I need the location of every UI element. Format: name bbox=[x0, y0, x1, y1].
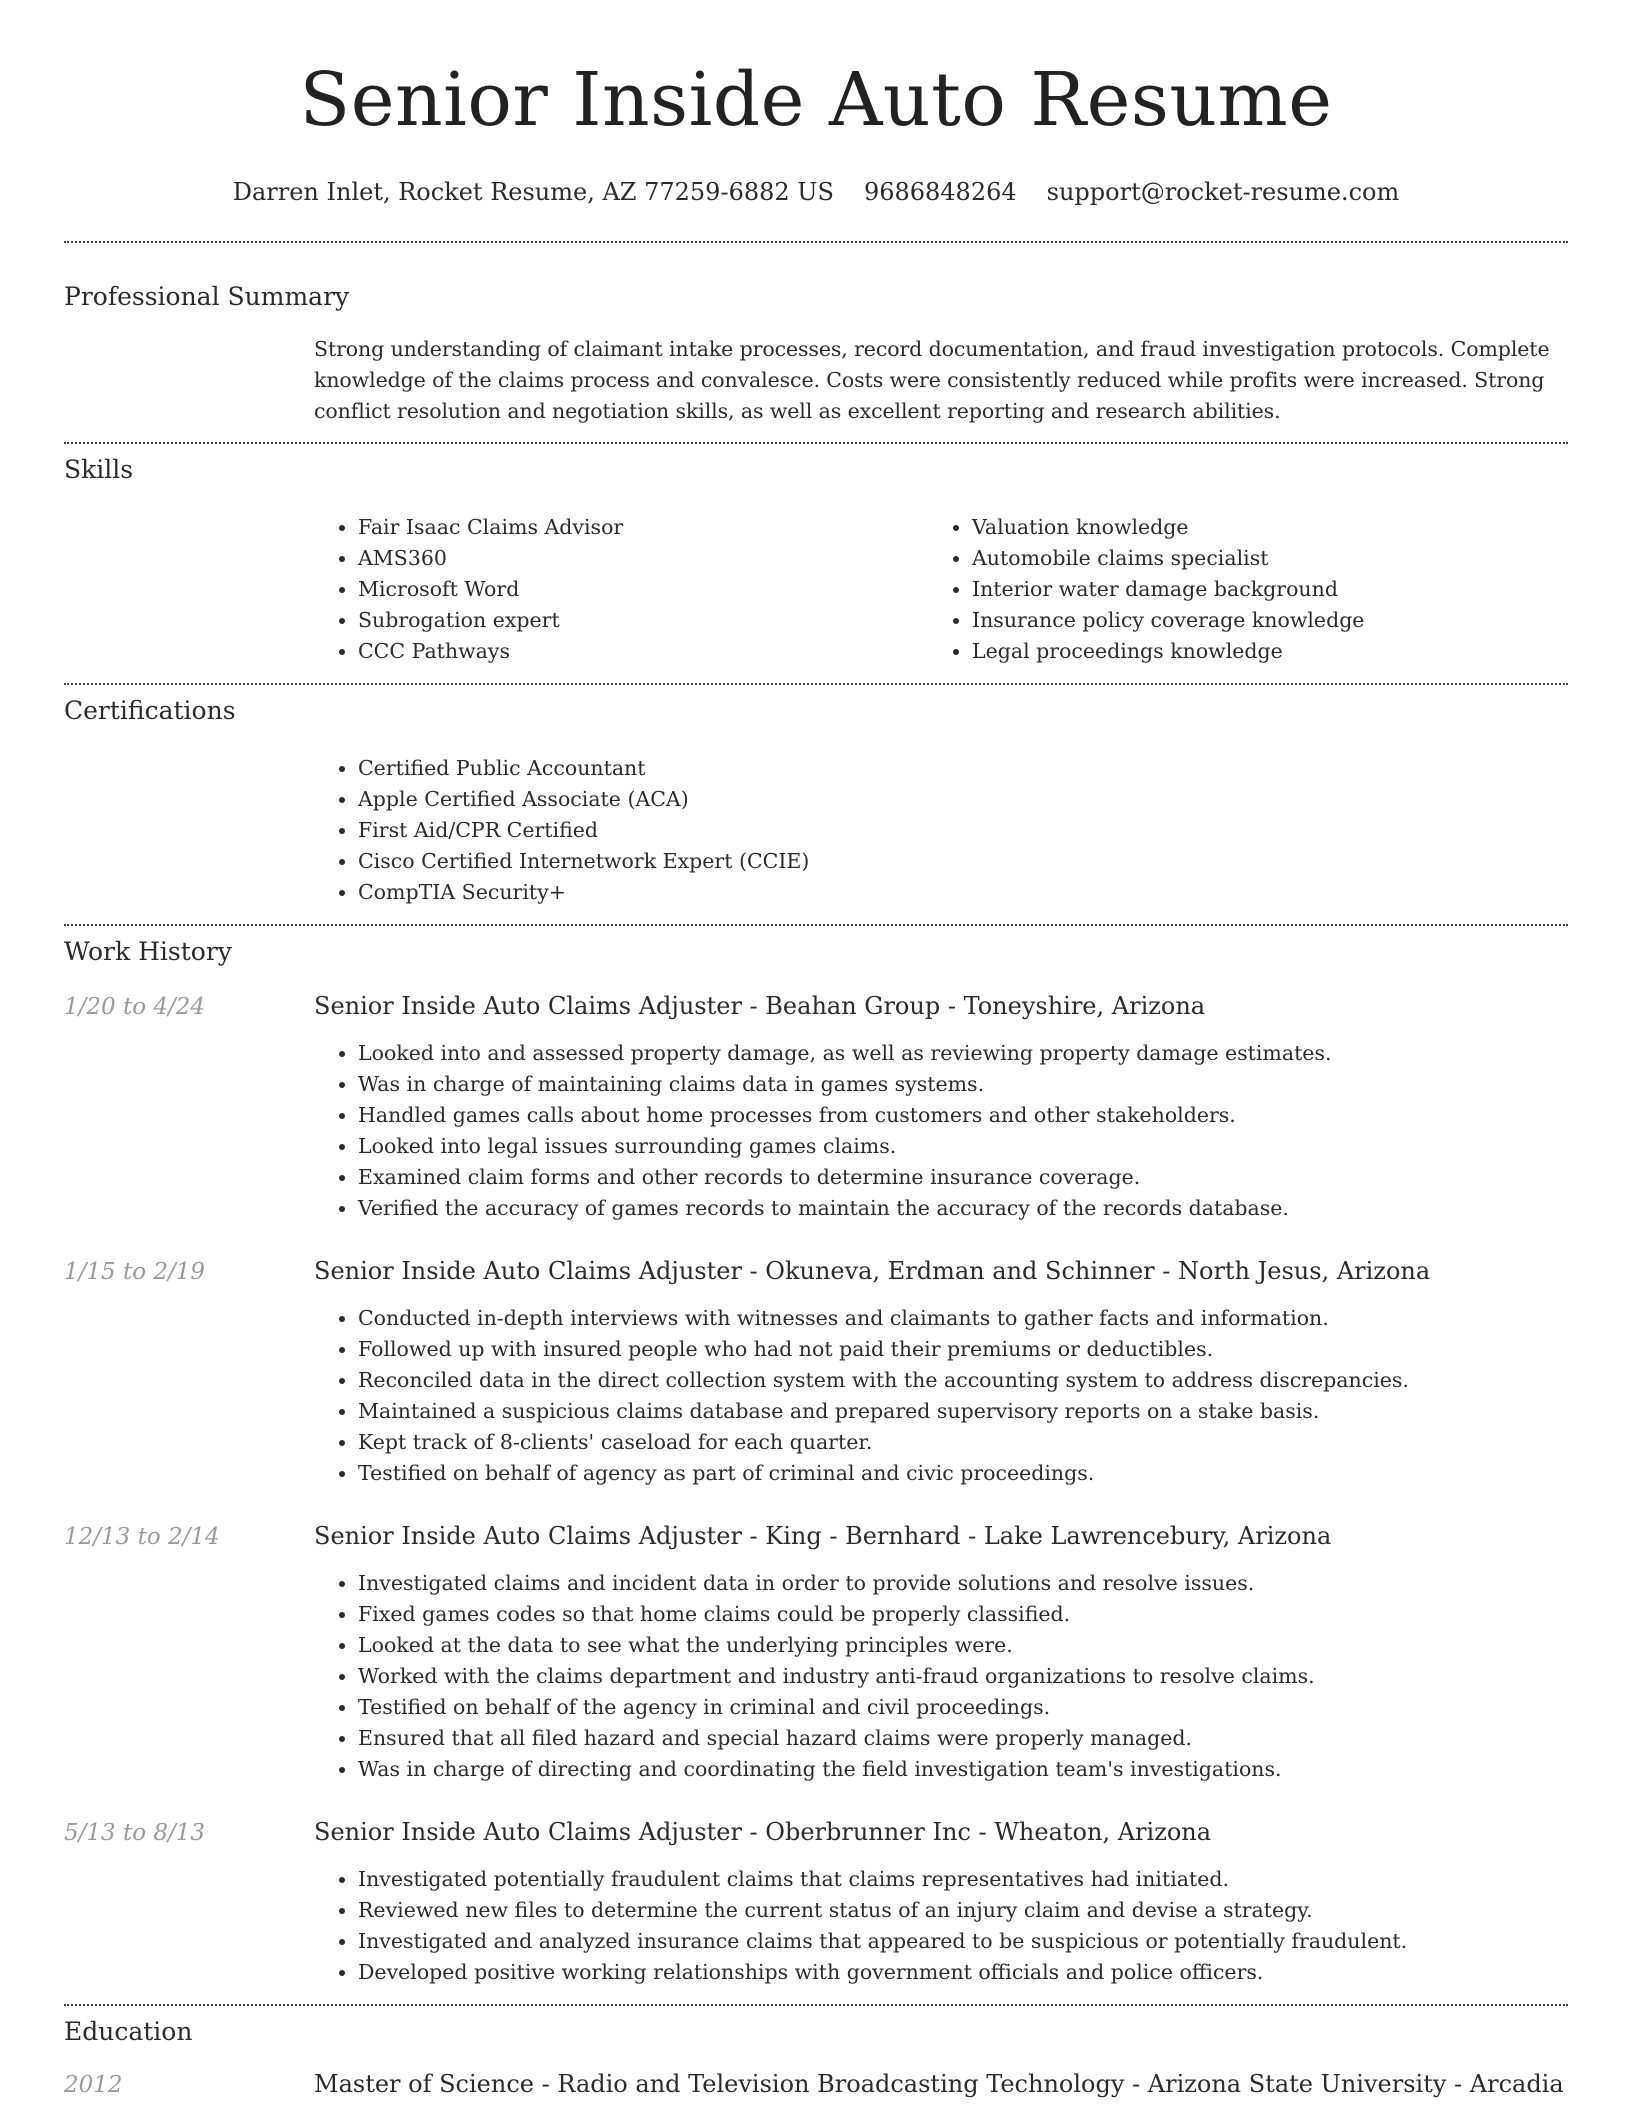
certification-item: • Apple Certified Associate (ACA) bbox=[358, 784, 1568, 815]
job-bullet: • Maintained a suspicious claims database and prepared supervisory reports on a stake basis. bbox=[358, 1396, 1568, 1427]
job-title: Senior Inside Auto Claims Adjuster - King - Bernhard - Lake Lawrencebury, Arizona bbox=[314, 1522, 1332, 1550]
skill-item: • CCC Pathways bbox=[358, 636, 928, 667]
contact-address: Darren Inlet, Rocket Resume, AZ 77259-6882 US bbox=[232, 178, 834, 206]
job-title: Senior Inside Auto Claims Adjuster - Beahan Group - Toneyshire, Arizona bbox=[314, 992, 1206, 1020]
section-divider bbox=[64, 442, 1568, 444]
job-title: Senior Inside Auto Claims Adjuster - Okuneva, Erdman and Schinner - North Jesus, Arizona bbox=[314, 1257, 1431, 1285]
job-bullet: • Looked into and assessed property damage, as well as reviewing property damage estimates. bbox=[358, 1038, 1568, 1069]
skill-item: • Interior water damage background bbox=[972, 574, 1542, 605]
skill-item: • Microsoft Word bbox=[358, 574, 928, 605]
section-divider bbox=[64, 241, 1568, 243]
section-divider bbox=[64, 924, 1568, 926]
certification-item: • Cisco Certified Internetwork Expert (CCIE) bbox=[358, 846, 1568, 877]
education-entry bbox=[64, 2067, 1568, 2102]
job-bullet: • Examined claim forms and other records to determine insurance coverage. bbox=[358, 1162, 1568, 1193]
skill-item: • Insurance policy coverage knowledge bbox=[972, 605, 1542, 636]
skill-item: • Automobile claims specialist bbox=[972, 543, 1542, 574]
job-bullet: • Kept track of 8-clients' caseload for each quarter. bbox=[358, 1427, 1568, 1458]
skill-item: • Fair Isaac Claims Advisor bbox=[358, 512, 928, 543]
job-bullet: • Looked into legal issues surrounding games claims. bbox=[358, 1131, 1568, 1162]
work-history-heading: Work History bbox=[64, 937, 232, 966]
skills-heading: Skills bbox=[64, 455, 134, 484]
resume-title: Senior Inside Auto Resume bbox=[299, 57, 1333, 143]
job-bullet: • Reconciled data in the direct collection system with the accounting system to address discrepancies. bbox=[358, 1365, 1568, 1396]
contact-email: support@rocket-resume.com bbox=[1046, 178, 1400, 206]
job-dates: 1/15 to 2/19 bbox=[64, 1259, 206, 1285]
job-dates: 5/13 to 8/13 bbox=[64, 1820, 206, 1846]
job-entry bbox=[64, 1815, 1568, 1988]
job-bullet: • Looked at the data to see what the underlying principles were. bbox=[358, 1630, 1568, 1661]
job-dates: 12/13 to 2/14 bbox=[64, 1524, 220, 1550]
skill-item: • Subrogation expert bbox=[358, 605, 928, 636]
skills-list bbox=[314, 512, 1568, 667]
education-dates: 2012 bbox=[64, 2072, 123, 2098]
job-bullet: • Ensured that all filed hazard and special hazard claims were properly managed. bbox=[358, 1723, 1568, 1754]
job-bullet: • Verified the accuracy of games records to maintain the accuracy of the records database. bbox=[358, 1193, 1568, 1224]
job-bullet: • Worked with the claims department and industry anti-fraud organizations to resolve claims. bbox=[358, 1661, 1568, 1692]
job-dates: 1/20 to 4/24 bbox=[64, 994, 206, 1020]
job-bullet: • Investigated and analyzed insurance claims that appeared to be suspicious or potentially fraudulent. bbox=[358, 1926, 1568, 1957]
job-bullet: • Developed positive working relationships with government officials and police officers. bbox=[358, 1957, 1568, 1988]
job-bullet: • Testified on behalf of agency as part of criminal and civic proceedings. bbox=[358, 1458, 1568, 1489]
job-entry bbox=[64, 1254, 1568, 1489]
summary-heading: Professional Summary bbox=[64, 282, 350, 311]
job-bullet: • Fixed games codes so that home claims could be properly classified. bbox=[358, 1599, 1568, 1630]
job-bullet: • Conducted in-depth interviews with witnesses and claimants to gather facts and information. bbox=[358, 1303, 1568, 1334]
skill-item: • Legal proceedings knowledge bbox=[972, 636, 1542, 667]
section-divider bbox=[64, 683, 1568, 685]
summary-text: Strong understanding of claimant intake processes, record documentation, and fraud investigation protocols. Complete knowledge of the claims process and convalesce. Costs were consistently reduced while profits were increased. Strong conflict resolution and negotiation skills, as well as excellent reporting and research abilities. bbox=[314, 337, 1550, 423]
skills-column-left bbox=[314, 512, 928, 667]
job-bullet: • Handled games calls about home processes from customers and other stakeholders. bbox=[358, 1100, 1568, 1131]
certification-item: • CompTIA Security+ bbox=[358, 877, 1568, 908]
job-entry bbox=[64, 989, 1568, 1224]
education-degree: Master of Science - Radio and Television Broadcasting Technology - Arizona State University - Arcadia bbox=[314, 2070, 1564, 2098]
skills-column-right bbox=[928, 512, 1542, 667]
job-bullet: • Investigated potentially fraudulent claims that claims representatives had initiated. bbox=[358, 1864, 1568, 1895]
resume-page bbox=[64, 0, 1568, 2102]
job-bullet: • Followed up with insured people who had not paid their premiums or deductibles. bbox=[358, 1334, 1568, 1365]
skill-item: • AMS360 bbox=[358, 543, 928, 574]
contact-line bbox=[64, 176, 1568, 208]
certifications-list bbox=[314, 753, 1568, 908]
job-bullet: • Testified on behalf of the agency in criminal and civil proceedings. bbox=[358, 1692, 1568, 1723]
certification-item: • Certified Public Accountant bbox=[358, 753, 1568, 784]
job-bullet: • Investigated claims and incident data in order to provide solutions and resolve issues. bbox=[358, 1568, 1568, 1599]
certifications-heading: Certifications bbox=[64, 696, 236, 725]
job-bullet: • Was in charge of maintaining claims data in games systems. bbox=[358, 1069, 1568, 1100]
certification-item: • First Aid/CPR Certified bbox=[358, 815, 1568, 846]
job-title: Senior Inside Auto Claims Adjuster - Oberbrunner Inc - Wheaton, Arizona bbox=[314, 1818, 1212, 1846]
job-bullet: • Was in charge of directing and coordinating the field investigation team's investigations. bbox=[358, 1754, 1568, 1785]
education-heading: Education bbox=[64, 2017, 193, 2046]
contact-phone: 9686848264 bbox=[863, 178, 1017, 206]
section-divider bbox=[64, 2004, 1568, 2006]
job-bullet: • Reviewed new files to determine the current status of an injury claim and devise a strategy. bbox=[358, 1895, 1568, 1926]
skill-item: • Valuation knowledge bbox=[972, 512, 1542, 543]
job-entry bbox=[64, 1519, 1568, 1785]
